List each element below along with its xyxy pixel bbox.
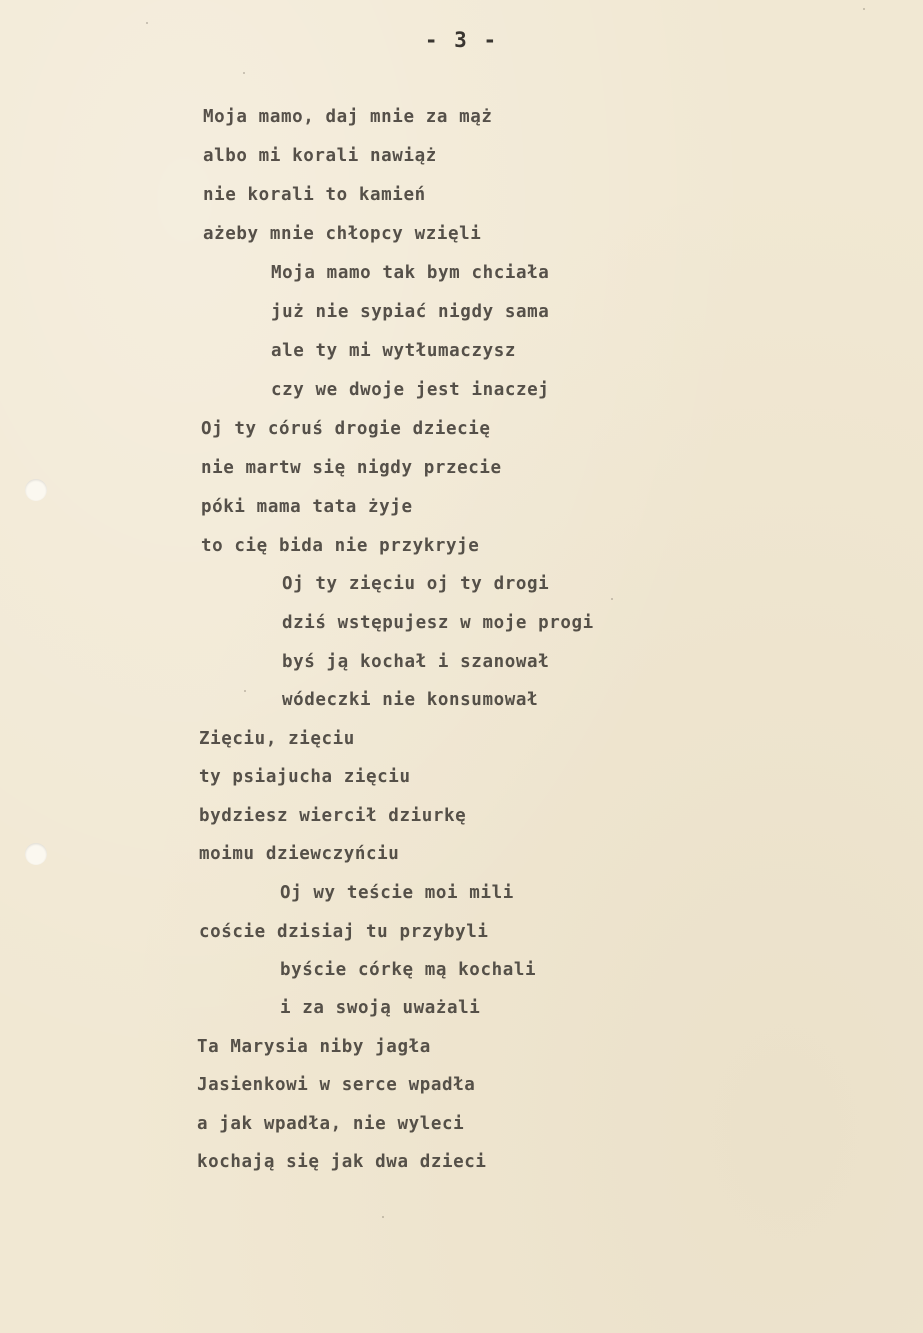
poem-line: a jak wpadła, nie wyleci — [197, 1114, 465, 1134]
poem-line: Moja mamo, daj mnie za mąż — [203, 107, 493, 127]
poem-line: Ta Marysia niby jagła — [197, 1037, 431, 1057]
poem-line: ale ty mi wytłumaczysz — [271, 341, 516, 361]
paper-speck — [382, 1216, 384, 1218]
poem-line: albo mi korali nawiąż — [203, 146, 437, 166]
poem-line: nie martw się nigdy przecie — [201, 458, 502, 478]
poem-line: Oj ty córuś drogie dziecię — [201, 419, 491, 439]
paper-speck — [146, 22, 148, 24]
poem-line: kochają się jak dwa dzieci — [197, 1152, 487, 1172]
poem-line: nie korali to kamień — [203, 185, 426, 205]
poem-line: Moja mamo tak bym chciała — [271, 263, 550, 283]
punch-hole-top — [25, 479, 47, 501]
poem-line: moimu dziewczyńciu — [199, 844, 400, 864]
poem-line: Jasienkowi w serce wpadła — [197, 1075, 476, 1095]
page-number: - 3 - — [424, 28, 499, 52]
poem-line: Oj ty zięciu oj ty drogi — [282, 574, 550, 594]
paper-speck — [611, 598, 613, 600]
poem-line: coście dzisiaj tu przybyli — [199, 922, 489, 942]
poem-line: byście córkę mą kochali — [280, 960, 537, 980]
poem-line: byś ją kochał i szanował — [282, 652, 550, 672]
poem-line: i za swoją uważali — [280, 998, 481, 1018]
paper-speck — [863, 8, 865, 10]
poem-line: Zięciu, zięciu — [199, 729, 355, 749]
poem-line: wódeczki nie konsumował — [282, 690, 539, 710]
poem-line: dziś wstępujesz w moje progi — [282, 613, 594, 633]
paper-speck — [244, 690, 246, 692]
poem-line: to cię bida nie przykryje — [201, 536, 480, 556]
poem-line: czy we dwoje jest inaczej — [271, 380, 550, 400]
punch-hole-bottom — [25, 843, 47, 865]
paper-speck — [243, 72, 245, 74]
poem-line: ty psiajucha zięciu — [199, 767, 411, 787]
poem-line: Oj wy teście moi mili — [280, 883, 514, 903]
poem-line: ażeby mnie chłopcy wzięli — [203, 224, 482, 244]
poem-line: póki mama tata żyje — [201, 497, 413, 517]
poem-line: bydziesz wiercił dziurkę — [199, 806, 467, 826]
poem-line: już nie sypiać nigdy sama — [271, 302, 550, 322]
